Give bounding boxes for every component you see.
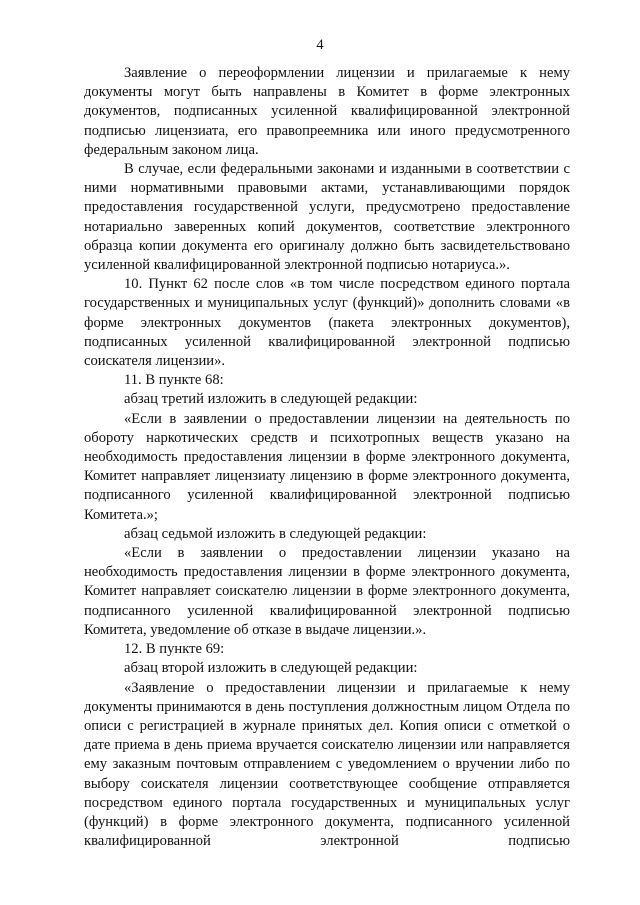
paragraph-6: «Если в заявлении о предоставлении лицензии на деятельность по обороту наркотических средств и психотропных веществ указано на необходимость предоставления лицензии в форме электронного документа, Комитет направляет лицензиату лицензию в форме электронного документа, подписанного усиленной квалифицированной электронной подписью Комитета.»; bbox=[84, 410, 570, 523]
paragraph-7: абзац седьмой изложить в следующей редакции: bbox=[124, 525, 427, 542]
paragraph-10: абзац второй изложить в следующей редакции: bbox=[124, 660, 418, 677]
paragraph-8: «Если в заявлении о предоставлении лицензии указано на необходимость предоставления лицензии в форме электронного документа, Комитет направляет соискателю лицензии в форме электронного документа, подписанного усиленной квалифицированной электронной подписью Комитета, уведомление об отказе в выдаче лицензии.». bbox=[84, 545, 570, 638]
paragraph-9: 12. В пункте 69: bbox=[124, 641, 225, 658]
paragraph-11: «Заявление о предоставлении лицензии и прилагаемые к нему документы принимаются в день поступления должностным лицом Отдела по описи с регистрацией в журнале принятых дел. Копия описи с отметкой о дате приема в день приема вручается соискателю лицензии или направляется ему заказным почтовым отправлением с уведомлением о вручении либо по выбору соискателя лицензии соответствующее сообщение отправляется посредством единого портала государственных и муниципальных услуг (функций) в форме электронного документа, подписанного усиленной квалифицированной электронной подписью bbox=[84, 679, 570, 850]
paragraph-4: 11. В пункте 68: bbox=[124, 372, 224, 389]
page-number: 4 bbox=[316, 37, 324, 53]
paragraph-1: Заявление о переоформлении лицензии и прилагаемые к нему документы могут быть направлены в Комитет в форме электронных документов, подписанных усиленной квалифицированной электронной подписью лицензиата, его правопреемника или иного предусмотренного федеральным законом лица. bbox=[84, 65, 570, 158]
paragraph-2: В случае, если федеральными законами и изданными в соответствии с ними нормативными правовыми актами, устанавливающими порядок предоставления государственной услуги, предусмотрено предоставление нотариально заверенных копий документов, соответствие электронного образца копии документа его оригиналу должно быть засвидетельствовано усиленной квалифицированной электронной подписью нотариуса.». bbox=[84, 161, 570, 274]
paragraph-3: 10. Пункт 62 после слов «в том числе посредством единого портала государственных и муниципальных услуг (функций)» дополнить словами «в форме электронных документов (пакета электронных документов), подписанных усиленной квалифицированной электронной подписью соискателя лицензии». bbox=[84, 276, 570, 370]
paragraph-5: абзац третий изложить в следующей редакции: bbox=[124, 391, 418, 408]
document-body bbox=[84, 64, 570, 851]
